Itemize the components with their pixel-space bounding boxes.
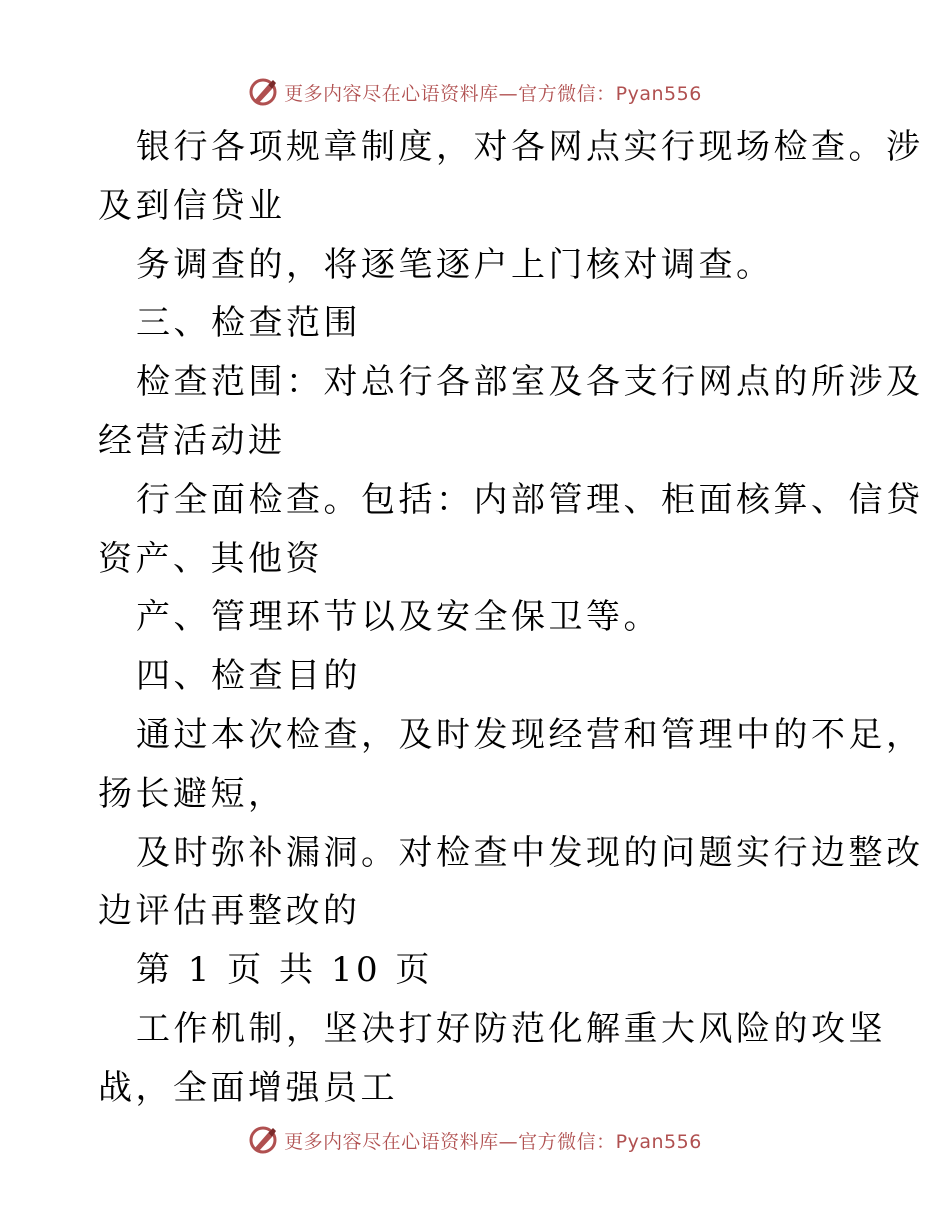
text-line: 边评估再整改的: [98, 891, 361, 932]
section-heading: 四、检查目的: [136, 656, 361, 697]
text-line: 务调查的，将逐笔逐户上门核对调查。: [136, 244, 774, 285]
header-banner-text: 更多内容尽在心语资料库—官方微信：Pyan556: [284, 82, 702, 105]
text-line: 及到信贷业: [98, 185, 286, 226]
text-line: 通过本次检查，及时发现经营和管理中的不足，: [136, 714, 924, 755]
pen-logo-icon: [248, 77, 278, 107]
text-line: 检查范围：对总行各部室及各支行网点的所涉及: [136, 362, 924, 403]
document-body: [98, 118, 924, 1118]
text-line: 资产、其他资: [98, 538, 323, 579]
section-heading: 三、检查范围: [136, 303, 361, 344]
page-number: 第 1 页 共 10 页: [136, 950, 433, 991]
text-line: 战，全面增强员工: [98, 1067, 398, 1108]
text-line: 产、管理环节以及安全保卫等。: [136, 597, 661, 638]
footer-banner: [248, 1125, 702, 1155]
page-footer: [0, 1120, 950, 1160]
footer-banner-text: 更多内容尽在心语资料库—官方微信：Pyan556: [284, 1130, 702, 1153]
header-banner: [248, 77, 702, 107]
page-header: [0, 72, 950, 112]
text-line: 工作机制，坚决打好防范化解重大风险的攻坚: [136, 1008, 886, 1049]
pen-logo-icon: [248, 1125, 278, 1155]
text-line: 及时弥补漏洞。对检查中发现的问题实行边整改: [136, 832, 924, 873]
text-line: 扬长避短，: [98, 773, 286, 814]
text-line: 银行各项规章制度，对各网点实行现场检查。涉: [136, 127, 924, 167]
text-line: 行全面检查。包括：内部管理、柜面核算、信贷: [136, 479, 924, 520]
text-line: 经营活动进: [98, 420, 286, 461]
